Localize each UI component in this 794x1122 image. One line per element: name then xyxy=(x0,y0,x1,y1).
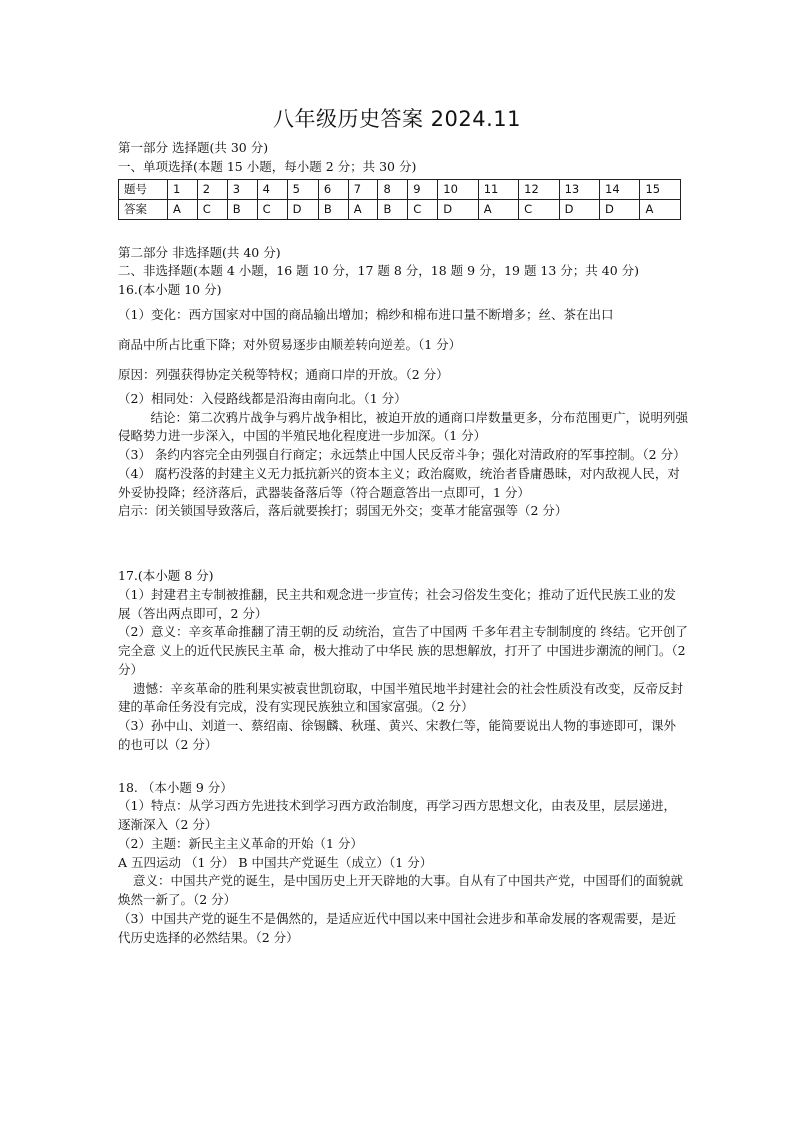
answer-cell: D xyxy=(559,199,599,219)
question-number-cell: 8 xyxy=(378,179,408,199)
question-number-cell: 11 xyxy=(478,179,518,199)
question-number-cell: 5 xyxy=(287,179,318,199)
q16-paragraph-4: 结论：第二次鸦片战争与鸦片战争相比，被迫开放的通商口岸数量更多，分布范围更广，说明列强侵略势力进一步深入，中国的半殖民地化程度进一步加深。（1 分） xyxy=(118,409,689,444)
question-number-cell: 13 xyxy=(559,179,599,199)
q17-paragraph-1: （1）封建君主专制被推翻，民主共和观念进一步宣传；社会习俗发生变化；推动了近代民族工业的发展（答出两点即可，2 分） xyxy=(118,586,676,621)
question-number-cell: 9 xyxy=(408,179,438,199)
answer-cell: D xyxy=(600,199,640,219)
q16-paragraph-3: （2）相同处：入侵路线都是沿海由南向北。（1 分） xyxy=(118,390,407,406)
q16-paragraph-1b: 商品中所占比重下降；对外贸易逐步由顺差转向逆差。（1 分） xyxy=(118,336,462,352)
question-number-cell: 7 xyxy=(348,179,378,199)
answer-cell: A xyxy=(478,199,518,219)
q18-paragraph-3: A 五四运动 （1 分） B 中国共产党诞生（成立）（1 分） xyxy=(118,854,433,870)
part2-heading: 第二部分 非选择题(共 40 分) xyxy=(118,244,281,260)
answer-cell: B xyxy=(227,199,257,219)
q16-paragraph-2: 原因：列强获得协定关税等特权；通商口岸的开放。（2 分） xyxy=(118,366,449,382)
question-number-cell: 15 xyxy=(640,179,681,199)
answer-cell: A xyxy=(640,199,681,219)
question-number-cell: 1 xyxy=(168,179,198,199)
question-number-cell: 14 xyxy=(600,179,640,199)
q16-paragraph-7: 启示：闭关锁国导致落后，落后就要挨打；弱国无外交；变革才能富强等（2 分） xyxy=(118,503,568,519)
answer-cell: A xyxy=(168,199,198,219)
part2-subheading: 二、非选择题(本题 4 小题，16 题 10 分，17 题 8 分，18 题 9 分，19 题 13 分；共 40 分) xyxy=(118,263,640,279)
q18-paragraph-4: 意义：中国共产党的诞生，是中国历史上开天辟地的大事。自从有了中国共产党，中国哥们的面貌就焕然一新了。（2 分） xyxy=(118,873,684,907)
answer-cell: C xyxy=(257,199,287,219)
q17-title: 17.(本小题 8 分) xyxy=(118,568,214,583)
answer-cell: D xyxy=(287,199,318,219)
answer-cell: A xyxy=(348,199,378,219)
answer-cell: C xyxy=(408,199,438,219)
question-number-cell: 12 xyxy=(519,179,559,199)
question-number-cell: 10 xyxy=(438,179,478,199)
question-number-cell: 4 xyxy=(257,179,287,199)
answer-cell: D xyxy=(438,199,478,219)
q16-paragraph-5: （3） 条约内容完全由列强自行商定；永远禁止中国人民反帝斗争；强化对清政府的军事控制。（2 分） xyxy=(118,447,686,462)
table-row-numbers xyxy=(119,179,681,199)
q17-paragraph-2: （2）意义：辛亥革命推翻了清王朝的反 动统治，宣告了中国两 千多年君主专制制度的 终结。它开创了完全意 义上的近代民族民主革 命，极大推动了中华民 族的思想解放，打开了 中国进步潮流的闸门。（2 分） xyxy=(118,624,688,677)
answer-cell: C xyxy=(519,199,559,219)
table-row-answers xyxy=(119,199,681,219)
q16-title: 16.(本小题 10 分) xyxy=(118,282,222,297)
answer-cell: B xyxy=(318,199,348,219)
page-title: 八年级历史答案 2024.11 xyxy=(272,107,521,131)
answer-content xyxy=(118,139,688,947)
q17-paragraph-4: （3）孙中山、刘道一、蔡绍南、徐锡麟、秋瑾、黄兴、宋教仁等，能简要说出人物的事迹即可，课外的也可以（2 分） xyxy=(118,718,676,752)
q18-paragraph-5: （3）中国共产党的诞生不是偶然的，是适应近代中国以来中国社会进步和革命发展的客观需要，是近代历史选择的必然结果。（2 分） xyxy=(118,910,676,945)
answer-cell: C xyxy=(197,199,227,219)
part1-heading: 第一部分 选择题(共 30 分) xyxy=(118,140,269,155)
answer-table xyxy=(118,179,681,220)
q16-paragraph-6: （4） 腐朽没落的封建主义无力抵抗新兴的资本主义；政治腐败，统治者昏庸愚昧，对内敌视人民，对外妥协投降；经济落后，武器装备落后等（符合题意答出一点即可，1 分） xyxy=(118,465,680,500)
q18-paragraph-1: （1）特点：从学习西方先进技术到学习西方政治制度，再学习西方思想文化，由表及里，层层递进，逐渐深入（2 分） xyxy=(118,798,676,832)
question-number-cell: 6 xyxy=(318,179,348,199)
answer-cell: B xyxy=(378,199,408,219)
q17-paragraph-3: 遗憾：辛亥革命的胜利果实被袁世凯窃取，中国半殖民地半封建社会的社会性质没有改变，反帝反封建的革命任务没有完成，没有实现民族独立和国家富强。（2 分） xyxy=(118,680,684,715)
part1-subheading: 一、单项选择(本题 15 小题，每小题 2 分；共 30 分) xyxy=(118,158,417,174)
q18-paragraph-2: （2）主题：新民主主义革命的开始（1 分） xyxy=(118,835,363,851)
question-number-cell: 3 xyxy=(227,179,257,199)
row-label-number: 题号 xyxy=(119,179,168,199)
q16-paragraph-1: （1）变化：西方国家对中国的商品输出增加；棉纱和棉布进口量不断增多；丝、茶在出口 xyxy=(118,306,614,322)
q18-title: 18. （本小题 9 分） xyxy=(118,779,233,795)
row-label-answer: 答案 xyxy=(119,199,168,219)
question-number-cell: 2 xyxy=(197,179,227,199)
